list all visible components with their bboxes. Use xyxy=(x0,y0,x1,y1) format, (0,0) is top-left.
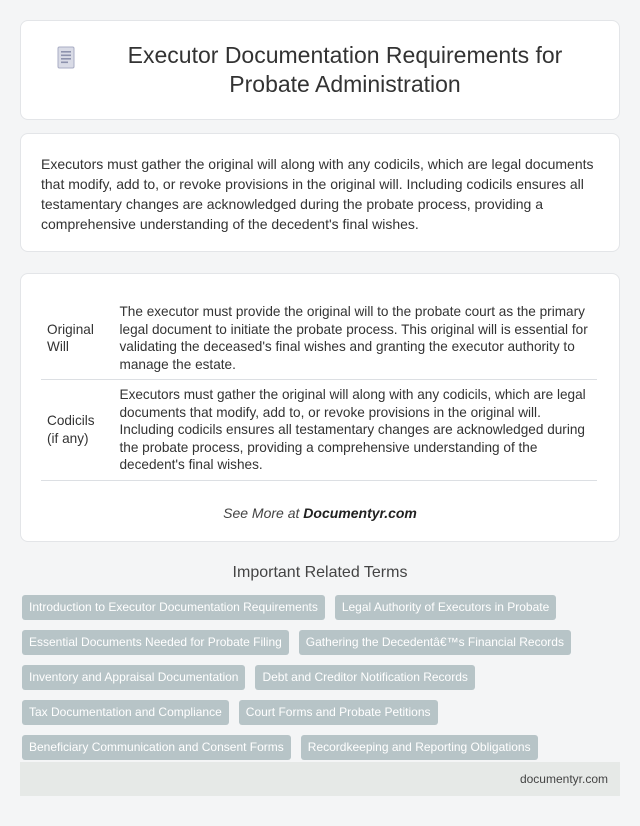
definition-cell: The executor must provide the original will to the probate court as the primary legal document to initiate the probate process. This original will is essential for validating the deceased's final wishes and granting the executor authority to manage the estate. xyxy=(113,297,597,380)
related-term-tag[interactable]: Recordkeeping and Reporting Obligations xyxy=(301,735,538,760)
title-card xyxy=(20,20,620,120)
related-term-tag[interactable]: Beneficiary Communication and Consent Forms xyxy=(22,735,291,760)
see-more-link[interactable]: Documentyr.com xyxy=(303,504,417,521)
terms-card xyxy=(20,273,620,542)
related-term-tag[interactable]: Court Forms and Probate Petitions xyxy=(239,700,438,725)
see-more-line xyxy=(41,505,599,521)
definition-cell: Executors must gather the original will along with any codicils, which are legal documents that modify, add to, or revoke provisions in the original will. Including codicils ensures all testamentary changes are acknowledged during the probate process, providing a comprehensive understanding of the decedent's final wishes. xyxy=(113,380,597,481)
related-term-tag[interactable]: Inventory and Appraisal Documentation xyxy=(22,665,245,690)
related-terms-list xyxy=(22,595,622,770)
table-row xyxy=(41,380,597,481)
intro-card xyxy=(20,133,620,252)
title-wrap xyxy=(51,41,589,99)
footer xyxy=(20,762,620,796)
table-row xyxy=(41,297,597,380)
terms-table xyxy=(41,297,597,481)
page-title: Executor Documentation Requirements for Probate Administration xyxy=(127,42,563,97)
term-cell: Codicils (if any) xyxy=(41,380,113,481)
see-more-prefix: See More at xyxy=(223,504,304,521)
related-term-tag[interactable]: Essential Documents Needed for Probate Filing xyxy=(22,630,289,655)
footer-site-link[interactable]: documentyr.com xyxy=(519,772,608,786)
document-icon xyxy=(51,43,81,73)
term-cell: Original Will xyxy=(41,297,113,380)
intro-text: Executors must gather the original will along with any codicils, which are legal documents that modify, add to, or revoke provisions in the original will. Including codicils ensures all testamentary changes are acknowledged during the probate process, providing a comprehensive understanding of the decedent's final wishes. xyxy=(41,156,594,232)
related-terms-heading: Important Related Terms xyxy=(232,564,408,581)
related-term-tag[interactable]: Introduction to Executor Documentation Requirements xyxy=(22,595,325,620)
related-term-tag[interactable]: Gathering the Decedentâ€™s Financial Records xyxy=(299,630,571,655)
related-term-tag[interactable]: Tax Documentation and Compliance xyxy=(22,700,229,725)
related-term-tag[interactable]: Legal Authority of Executors in Probate xyxy=(335,595,556,620)
related-term-tag[interactable]: Debt and Creditor Notification Records xyxy=(255,665,474,690)
